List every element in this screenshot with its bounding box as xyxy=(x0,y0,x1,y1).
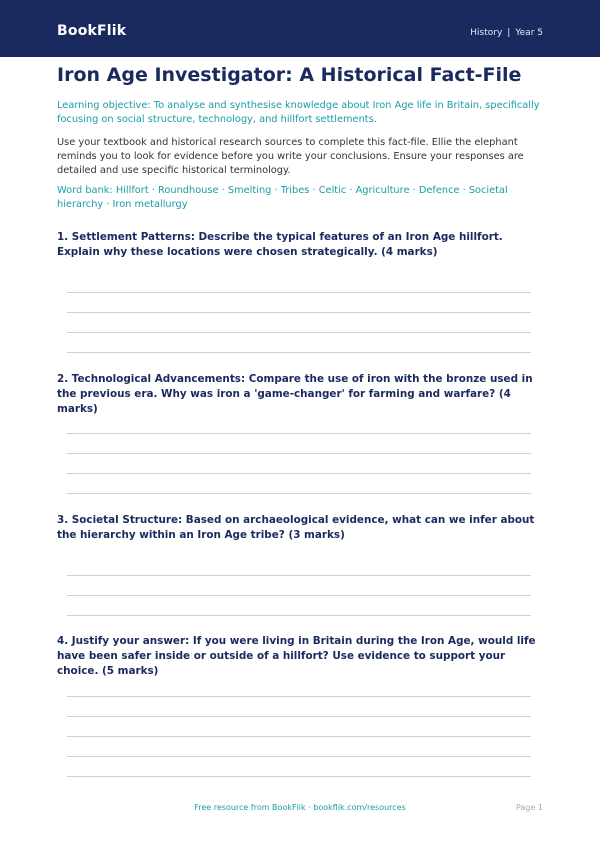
answer-line[interactable] xyxy=(67,433,531,434)
meta-separator: | xyxy=(507,28,511,38)
answer-line[interactable] xyxy=(67,595,531,596)
learning-objective: Learning objective: To analyse and synthesise knowledge about Iron Age life in Britain, specifically focusing on social structure, technology, and hillfort settlements. xyxy=(57,100,540,125)
page-title: Iron Age Investigator: A Historical Fact-File xyxy=(57,64,522,86)
page-header xyxy=(0,0,600,57)
question-4: 4. Justify your answer: If you were living in Britain during the Iron Age, would life have been safer inside or outside of a hillfort? Use evidence to support your choice. (5 marks) xyxy=(57,635,536,677)
page-number: Page 1 xyxy=(516,803,543,812)
answer-line[interactable] xyxy=(67,615,531,616)
answer-line[interactable] xyxy=(67,575,531,576)
year-label: Year 5 xyxy=(515,28,543,38)
answer-line[interactable] xyxy=(67,756,531,757)
brand-logo[interactable]: BookFlik xyxy=(57,23,127,39)
question-1: 1. Settlement Patterns: Describe the typical features of an Iron Age hillfort. Explain why these locations were chosen strategically. (4 marks) xyxy=(57,231,503,258)
subject-label: History xyxy=(470,28,503,38)
answer-line[interactable] xyxy=(67,453,531,454)
answer-line[interactable] xyxy=(67,332,531,333)
answer-line[interactable] xyxy=(67,696,531,697)
answer-line[interactable] xyxy=(67,292,531,293)
answer-line[interactable] xyxy=(67,473,531,474)
answer-line[interactable] xyxy=(67,352,531,353)
answer-line[interactable] xyxy=(67,716,531,717)
answer-line[interactable] xyxy=(67,312,531,313)
answer-line[interactable] xyxy=(67,776,531,777)
instructions: Use your textbook and historical research sources to complete this fact-file. Ellie the elephant reminds you to look for evidence before you write your conclusions. Ensure your responses are detailed and use specific historical terminology. xyxy=(57,137,524,176)
header-meta xyxy=(470,28,543,38)
answer-line[interactable] xyxy=(67,736,531,737)
word-bank: Word bank: Hillfort · Roundhouse · Smelting · Tribes · Celtic · Agriculture · Defence · Societal hierarchy · Iron metallurgy xyxy=(57,185,508,210)
question-3: 3. Societal Structure: Based on archaeological evidence, what can we infer about the hierarchy within an Iron Age tribe? (3 marks) xyxy=(57,514,535,541)
answer-line[interactable] xyxy=(67,493,531,494)
footer-resource-link[interactable]: Free resource from BookFlik · bookflik.com/resources xyxy=(194,803,406,812)
question-2: 2. Technological Advancements: Compare the use of iron with the bronze used in the previous era. Why was iron a 'game-changer' for farming and warfare? (4 marks) xyxy=(57,373,533,415)
